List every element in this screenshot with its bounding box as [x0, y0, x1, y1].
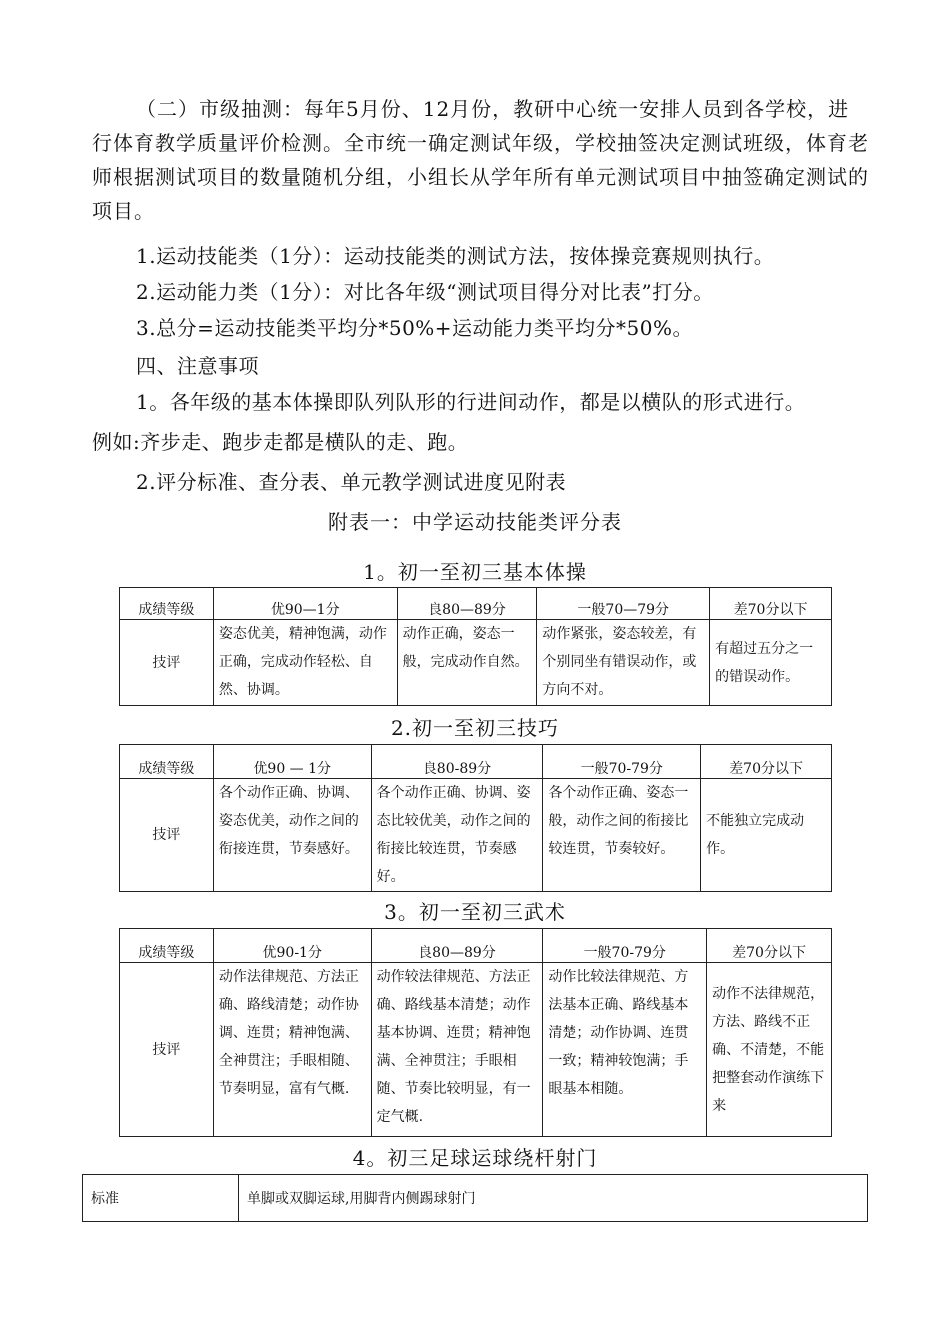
- header-average: 一般70-79分: [543, 745, 701, 779]
- header-poor: 差70分以下: [701, 745, 832, 779]
- standard-label: 标准: [83, 1175, 239, 1222]
- section-heading-notes: 四、注意事项: [136, 354, 259, 378]
- cell-good: 动作正确，姿态一般，完成动作自然。: [397, 620, 537, 706]
- list-item-skill: 1.运动技能类（1分）：运动技能类的测试方法，按体操竞赛规则执行。: [136, 244, 775, 268]
- header-grade: 成绩等级: [120, 588, 214, 620]
- row-label: 技评: [120, 779, 214, 892]
- cell-good: 各个动作正确、协调、姿态比较优美，动作之间的衔接比较连贯，节奏感好。: [371, 779, 543, 892]
- cell-excellent: 各个动作正确、协调、姿态优美，动作之间的衔接连贯，节奏感好。: [213, 779, 371, 892]
- header-average: 一般70-79分: [543, 929, 707, 963]
- note-1-line1: 1。各年级的基本体操即队列队形的行进间动作，都是以横队的形式进行。: [136, 390, 806, 414]
- cell-excellent: 姿态优美，精神饱满，动作正确，完成动作轻松、自然、协调。: [213, 620, 397, 706]
- cell-poor: 动作不法律规范，方法、路线不正确、不清楚，不能把整套动作演练下来: [707, 963, 832, 1137]
- table-4-title: 4。初三足球运球绕杆射门: [352, 1146, 598, 1170]
- table-1-title: 1。初一至初三基本体操: [363, 560, 587, 584]
- header-grade: 成绩等级: [120, 745, 214, 779]
- row-label: 技评: [120, 963, 214, 1137]
- cell-average: 各个动作正确、姿态一般，动作之间的衔接比较连贯，节奏较好。: [543, 779, 701, 892]
- note-2: 2.评分标准、查分表、单元教学测试进度见附表: [136, 470, 567, 494]
- cell-average: 动作比较法律规范、方法基本正确、路线基本清楚；动作协调、连贯一致；精神较饱满；手眼基本相随。: [543, 963, 707, 1137]
- grading-table-skills: [119, 744, 832, 892]
- list-item-ability: 2.运动能力类（1分）：对比各年级“测试项目得分对比表”打分。: [136, 280, 714, 304]
- header-excellent: 优90 — 1分: [213, 745, 371, 779]
- header-grade: 成绩等级: [120, 929, 214, 963]
- header-poor: 差70分以下: [707, 929, 832, 963]
- header-average: 一般70—79分: [537, 588, 710, 620]
- header-good: 良80—89分: [371, 929, 543, 963]
- header-poor: 差70分以下: [710, 588, 832, 620]
- cell-poor: 有超过五分之一的错误动作。: [710, 620, 832, 706]
- note-1-line2: 例如:齐步走、跑步走都是横队的走、跑。: [92, 430, 469, 454]
- header-excellent: 优90—1分: [213, 588, 397, 620]
- header-good: 良80-89分: [371, 745, 543, 779]
- table-3-title: 3。初一至初三武术: [384, 900, 566, 924]
- header-excellent: 优90-1分: [213, 929, 371, 963]
- standard-value: 单脚或双脚运球,用脚背内侧踢球射门: [239, 1175, 868, 1222]
- grading-table-martial-arts: [119, 928, 832, 1137]
- cell-good: 动作较法律规范、方法正确、路线基本清楚；动作基本协调、连贯；精神饱满、全神贯注；手眼相随、节奏比较明显，有一定气概.: [371, 963, 543, 1137]
- standard-table-football: [82, 1174, 868, 1222]
- cell-excellent: 动作法律规范、方法正确、路线清楚；动作协调、连贯；精神饱满、全神贯注；手眼相随、节奏明显，富有气概.: [213, 963, 371, 1137]
- appendix-title: 附表一：中学运动技能类评分表: [328, 510, 622, 534]
- table-2-title: 2.初一至初三技巧: [390, 716, 560, 740]
- list-item-total: 3.总分=运动技能类平均分*50%+运动能力类平均分*50%。: [136, 316, 694, 340]
- grading-table-gymnastics: [119, 587, 832, 706]
- header-good: 良80—89分: [397, 588, 537, 620]
- paragraph-city-sampling: （二）市级抽测：每年5月份、12月份，教研中心统一安排人员到各学校，进行体育教学质量评价检测。全市统一确定测试年级，学校抽签决定测试班级，体育老师根据测试项目的数量随机分组，小组长从学年所有单元测试项目中抽签确定测试的项目。: [92, 97, 869, 223]
- cell-poor: 不能独立完成动作。: [701, 779, 832, 892]
- cell-average: 动作紧张，姿态较差，有个别同坐有错误动作，或方向不对。: [537, 620, 710, 706]
- row-label: 技评: [120, 620, 214, 706]
